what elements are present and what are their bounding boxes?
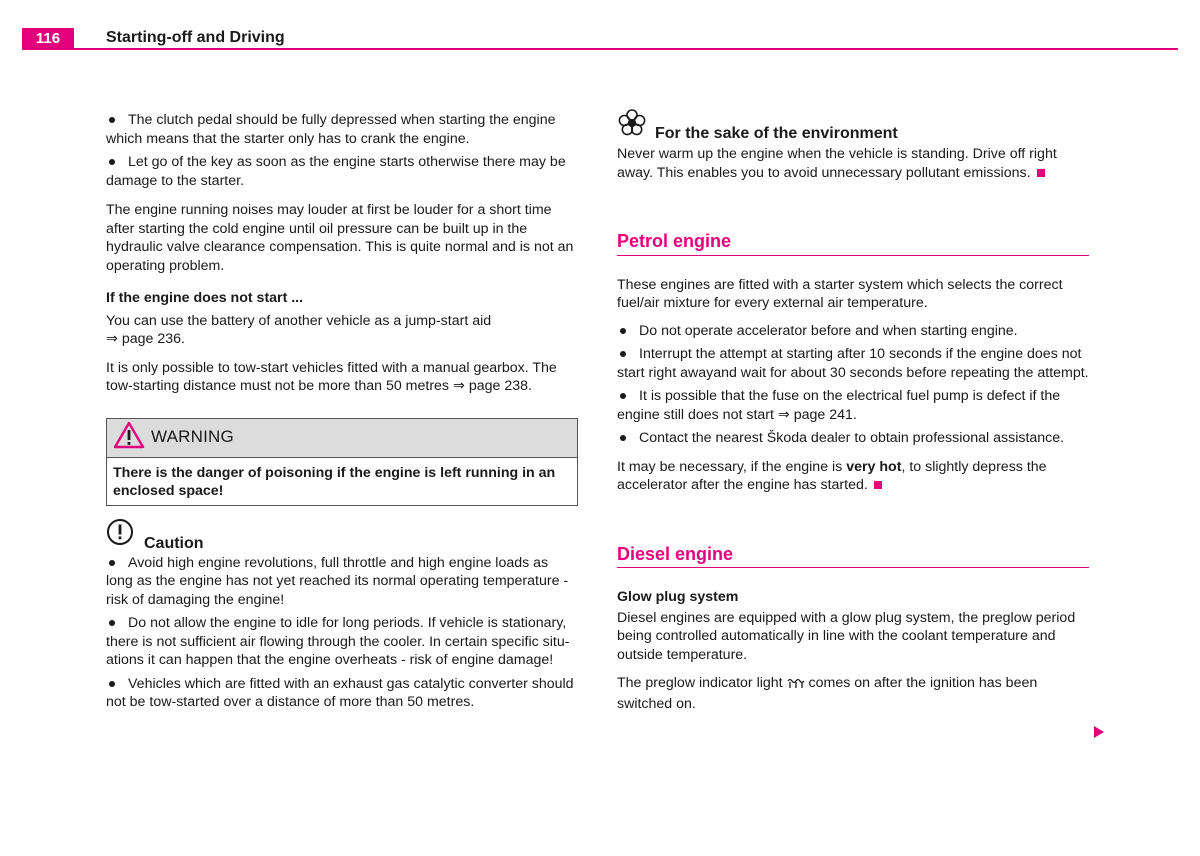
left-column [106, 111, 578, 717]
header-rule [22, 48, 1178, 50]
jump-start-page-ref[interactable]: page 236. [121, 331, 185, 347]
exclamation-circle-icon [106, 518, 134, 552]
list-item: Contact the nearest Škoda dealer to obtain professional assistance. [617, 429, 1089, 448]
fuse-text: It is possible that the fuse on the electrical fuel pump is defect if the engine still does not start [617, 388, 1061, 423]
tow-start-paragraph [106, 359, 578, 396]
petrol-engine-title: Petrol engine [617, 232, 1089, 256]
list-item: The clutch pedal should be fully depressed when starting the engine which means that the starter only has to crank the engine. [106, 111, 578, 148]
ref-arrow: ⇒ [777, 406, 790, 423]
no-start-heading: If the engine does not start ... [106, 290, 304, 306]
hot-text-before: It may be necessary, if the engine is [617, 458, 843, 475]
glow-plug-heading: Glow plug system [617, 589, 739, 605]
glow-plug-paragraph: Diesel engines are equipped with a glow plug system, the preglow period being controlled automatically in line with the coolant temperature and outside temperature. [617, 609, 1076, 663]
jump-start-paragraph [106, 312, 578, 349]
list-item: Avoid high engine revolutions, full throttle and high engine loads as long as the engine has not yet reached its normal operating temperature - risk of damaging the engine! [106, 554, 578, 610]
flower-icon [617, 108, 647, 144]
end-mark-icon [1037, 169, 1045, 177]
caution-header [106, 520, 578, 552]
environment-title: For the sake of the environment [655, 124, 898, 142]
indicator-text-after: comes on after the ignition has been switched on. [617, 675, 1038, 712]
next-page-arrow-icon[interactable] [1093, 725, 1105, 745]
page-number: 116 [22, 28, 74, 50]
petrol-intro: These engines are fitted with a starter system which selects the correct fuel/air mixture for every external air temperature. [617, 276, 1063, 311]
noise-paragraph: The engine running noises may louder at first be louder for a short time after starting the cold engine until oil pressure can be built up in the hydraulic valve clearance compensation. This is quite normal and is not an operating problem. [106, 202, 574, 274]
environment-text: Never warm up the engine when the vehicle is standing. Drive off right away. This enables you to avoid unnecessary pollutant emissions. [617, 146, 1057, 181]
fuse-page-ref[interactable]: page 241. [793, 406, 857, 423]
hot-text-after: , to slightly depress the accelerator after the engine has started. [617, 458, 1047, 493]
list-item: Do not allow the engine to idle for long periods. If vehicle is stationary, there is not sufficient air flowing through the cooler. In certain specific situ-ations it can happen that the engine overheats - risk of engine damage! [106, 614, 578, 670]
tow-start-page-ref[interactable]: page 238. [468, 378, 532, 394]
list-item [617, 387, 1089, 424]
warning-triangle-icon [113, 421, 145, 455]
list-item: Let go of the key as soon as the engine starts otherwise there may be damage to the starter. [106, 153, 578, 190]
tow-start-text: It is only possible to tow-start vehicles fitted with a manual gearbox. The tow-starting distance must not be more than 50 metres [106, 359, 557, 394]
right-column [617, 111, 1089, 725]
list-item: Do not operate accelerator before and when starting engine. [617, 322, 1089, 341]
list-item: Vehicles which are fitted with an exhaust gas catalytic converter should not be tow-started over a distance of more than 50 metres. [106, 675, 578, 712]
warning-body: There is the danger of poisoning if the engine is left running in an enclosed space! [113, 464, 556, 499]
caution-title: Caution [144, 535, 204, 552]
ref-arrow: ⇒ [452, 378, 465, 394]
diesel-engine-title: Diesel engine [617, 545, 1089, 569]
environment-header [617, 111, 1089, 143]
warning-title: WARNING [151, 427, 234, 447]
hot-text-bold: very hot [846, 458, 902, 475]
ref-arrow: ⇒ [106, 331, 118, 347]
warning-box [106, 418, 578, 506]
jump-start-text: You can use the battery of another vehicle as a jump-start aid [106, 312, 492, 329]
indicator-text-before: The preglow indicator light [617, 675, 783, 691]
warning-header [107, 419, 577, 458]
hot-engine-paragraph [617, 458, 1089, 495]
environment-body [617, 145, 1089, 182]
glow-plug-icon [787, 676, 805, 695]
list-item: Interrupt the attempt at starting after 10 seconds if the engine does not start right awayand wait for about 30 seconds before repeating the attempt. [617, 346, 1089, 381]
chapter-title: Starting-off and Driving [106, 29, 285, 46]
end-mark-icon [874, 481, 882, 489]
indicator-paragraph [617, 674, 1089, 713]
